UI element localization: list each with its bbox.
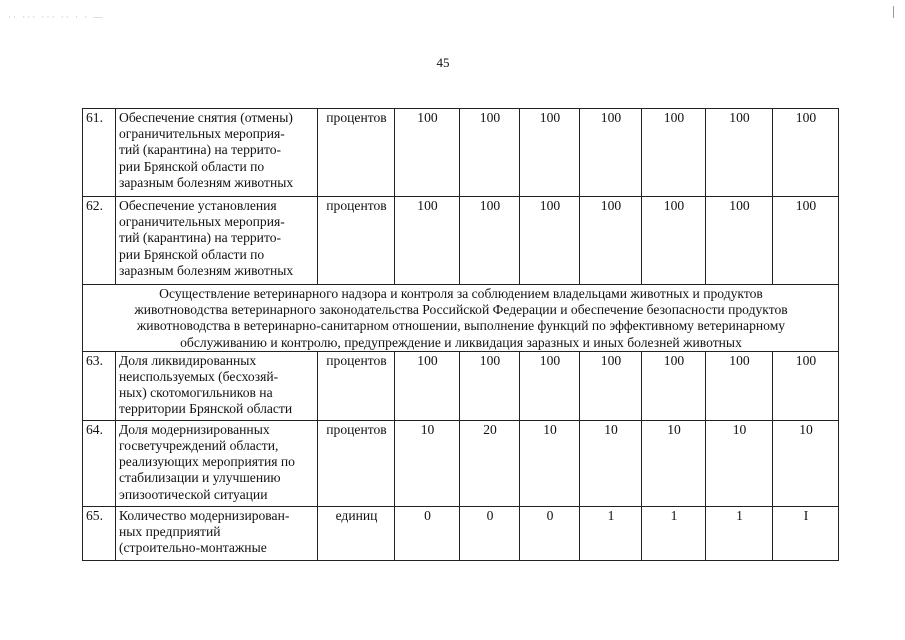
- section-header-line: Осуществление ветеринарного надзора и контроля за соблюдением владельцами животных и продуктов: [159, 286, 763, 301]
- value-cell: 100: [642, 197, 706, 285]
- row-number: 62.: [83, 197, 116, 285]
- scan-artifact-marks: ·· ··· ··· ·· · · —: [8, 12, 105, 22]
- row-number: 65.: [83, 506, 116, 560]
- unit-cell: процентов: [318, 109, 395, 197]
- indicator-name-line: ных предприятий: [119, 524, 221, 540]
- value-cell: 10: [642, 420, 706, 506]
- row-number: 63.: [83, 351, 116, 420]
- indicator-name-line: тий (карантина) на террито-: [119, 142, 282, 158]
- value-cell: 100: [706, 351, 773, 420]
- value-cell: 100: [460, 109, 520, 197]
- page-number: 45: [436, 55, 450, 70]
- value-cell: 100: [395, 197, 460, 285]
- indicator-name: [116, 506, 318, 560]
- value-cell: 0: [520, 506, 580, 560]
- unit-cell: процентов: [318, 420, 395, 506]
- value-cell: 10: [395, 420, 460, 506]
- scan-edge-mark: [893, 6, 894, 18]
- value-cell: 10: [706, 420, 773, 506]
- value-cell: 1: [706, 506, 773, 560]
- value-cell: 100: [773, 351, 839, 420]
- value-cell: 100: [580, 109, 642, 197]
- section-header-row: [83, 285, 839, 352]
- indicator-name: [116, 109, 318, 197]
- indicator-name-line: рии Брянской области по: [119, 246, 265, 262]
- value-cell: 100: [395, 109, 460, 197]
- value-cell: 100: [520, 351, 580, 420]
- table-row: [83, 197, 839, 285]
- indicator-name: [116, 197, 318, 285]
- unit-cell: процентов: [318, 197, 395, 285]
- indicator-name-line: (строительно-монтажные: [119, 540, 267, 556]
- value-cell: 100: [460, 197, 520, 285]
- indicator-name-line: Доля ликвидированных: [119, 352, 257, 368]
- indicator-name-line: ных) скотомогильников на: [119, 385, 273, 401]
- value-cell: 1: [642, 506, 706, 560]
- table-row: [83, 506, 839, 560]
- value-cell: 100: [773, 197, 839, 285]
- indicator-name-line: рии Брянской области по: [119, 158, 265, 174]
- indicator-name-line: ограничительных мероприя-: [119, 126, 285, 142]
- section-header-line: обслуживанию и контролю, предупреждение и ликвидация заразных и иных болезней животных: [180, 334, 742, 350]
- table-row: [83, 351, 839, 420]
- value-cell: 100: [395, 351, 460, 420]
- row-number: 64.: [83, 420, 116, 506]
- indicators-table: [82, 108, 839, 561]
- value-cell: 100: [773, 109, 839, 197]
- value-cell: 100: [520, 109, 580, 197]
- value-cell: 20: [460, 420, 520, 506]
- value-cell: 0: [460, 506, 520, 560]
- value-cell: 10: [520, 420, 580, 506]
- value-cell: 10: [580, 420, 642, 506]
- indicator-name-line: неиспользуемых (бесхозяй-: [119, 369, 279, 385]
- value-cell: 100: [580, 197, 642, 285]
- value-cell: 10: [773, 420, 839, 506]
- section-header-line: животноводства ветеринарного законодательства Российской Федерации и обеспечение безопасности продуктов: [134, 302, 788, 318]
- indicator-name: [116, 420, 318, 506]
- indicator-name-line: Обеспечение установления: [119, 198, 277, 213]
- indicator-name-line: заразным болезням животных: [119, 262, 294, 278]
- value-cell: 100: [460, 351, 520, 420]
- value-cell: 100: [642, 351, 706, 420]
- value-cell: I: [773, 506, 839, 560]
- row-number: 61.: [83, 109, 116, 197]
- indicator-name-line: Доля модернизированных: [119, 421, 270, 437]
- value-cell: 100: [706, 197, 773, 285]
- indicator-name-line: Обеспечение снятия (отмены): [119, 110, 293, 125]
- section-header-line: животноводства в ветеринарно-санитарном отношении, выполнение функций по эффективному ветеринарному: [136, 318, 786, 334]
- indicator-name-line: территории Брянской области: [119, 401, 293, 417]
- value-cell: 100: [706, 109, 773, 197]
- section-header: [83, 285, 839, 352]
- indicator-name-line: госветучреждений области,: [119, 438, 279, 454]
- unit-cell: единиц: [318, 506, 395, 560]
- indicator-name-line: эпизоотической ситуации: [119, 486, 268, 502]
- indicator-name-line: ограничительных мероприя-: [119, 214, 285, 230]
- indicator-name-line: Количество модернизирован-: [119, 507, 290, 523]
- indicator-name: [116, 351, 318, 420]
- value-cell: 1: [580, 506, 642, 560]
- indicator-name-line: реализующих мероприятия по: [119, 454, 295, 470]
- indicator-name-line: стабилизации и улучшению: [119, 470, 281, 486]
- value-cell: 0: [395, 506, 460, 560]
- unit-cell: процентов: [318, 351, 395, 420]
- table-row: [83, 420, 839, 506]
- value-cell: 100: [642, 109, 706, 197]
- table-row: [83, 109, 839, 197]
- value-cell: 100: [520, 197, 580, 285]
- value-cell: 100: [580, 351, 642, 420]
- indicator-name-line: заразным болезням животных: [119, 174, 294, 190]
- indicator-name-line: тий (карантина) на террито-: [119, 230, 282, 246]
